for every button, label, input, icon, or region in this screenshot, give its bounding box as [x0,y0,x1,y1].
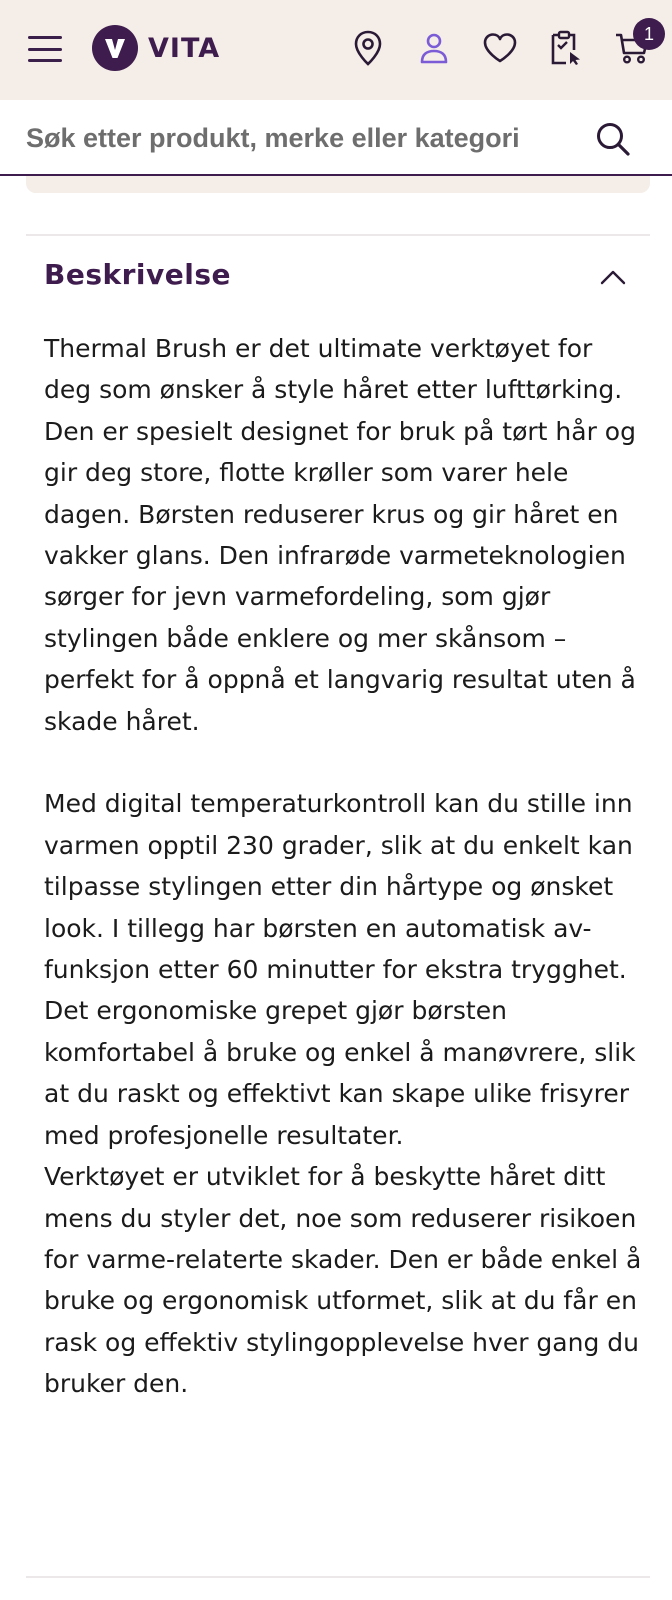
description-paragraph: Med digital temperaturkontroll kan du stille inn varmen opptil 230 grader, slik at du enkelt kan tilpasse stylingen etter din hårtype og ønsket look. I tillegg har børsten en automatisk av-funksjon etter 60 minutter for ekstra trygghet. Det ergonomiske grepet gjør børsten komfortabel å bruke og enkel å manøvrere, slik at du raskt og effektivt kan skape ulike frisyrer med profesjonelle resultater. [44,789,636,1150]
description-accordion-toggle[interactable] [26,250,650,302]
heart-icon[interactable] [480,28,520,68]
search-bar [0,100,672,176]
top-header [0,0,672,100]
description-paragraph: Thermal Brush er det ultimate verktøyet for deg som ønsker å style håret etter lufttørking. Den er spesielt designet for bruk på tørt hår og gir deg store, flotte krøller som varer hele dagen. Børsten reduserer krus og gir håret en vakker glans. Den infrarøde varmeteknologien sørger for jevn varmefordeling, som gjør stylingen både enklere og mer skånsom – perfekt for å oppnå et langvarig resultat uten å skade håret. [44,334,636,736]
product-description [44,328,644,1405]
search-input[interactable] [26,118,586,158]
previous-section-bottom [26,176,650,193]
divider [26,1576,650,1578]
divider [26,234,650,236]
description-paragraph: Verktøyet er utviklet for å beskytte håret ditt mens du styler det, noe som reduserer risikoen for varme-relaterte skader. Den er både enkel å bruke og ergonomisk utformet, slik at du får en rask og effektiv stylingopplevelse hver gang du bruker den. [44,1162,642,1399]
chevron-up-icon [598,262,628,292]
vita-logo[interactable] [92,25,220,71]
vita-logo-mark [92,25,138,71]
menu-icon[interactable] [28,36,62,62]
search-icon[interactable] [592,118,634,160]
cart-count-badge: 1 [633,18,665,50]
location-pin-icon[interactable] [348,28,388,68]
shopping-list-icon[interactable] [545,28,585,68]
logo-text: VITA [148,32,221,64]
accordion-title: Beskrivelse [44,258,232,291]
user-icon[interactable] [414,28,454,68]
